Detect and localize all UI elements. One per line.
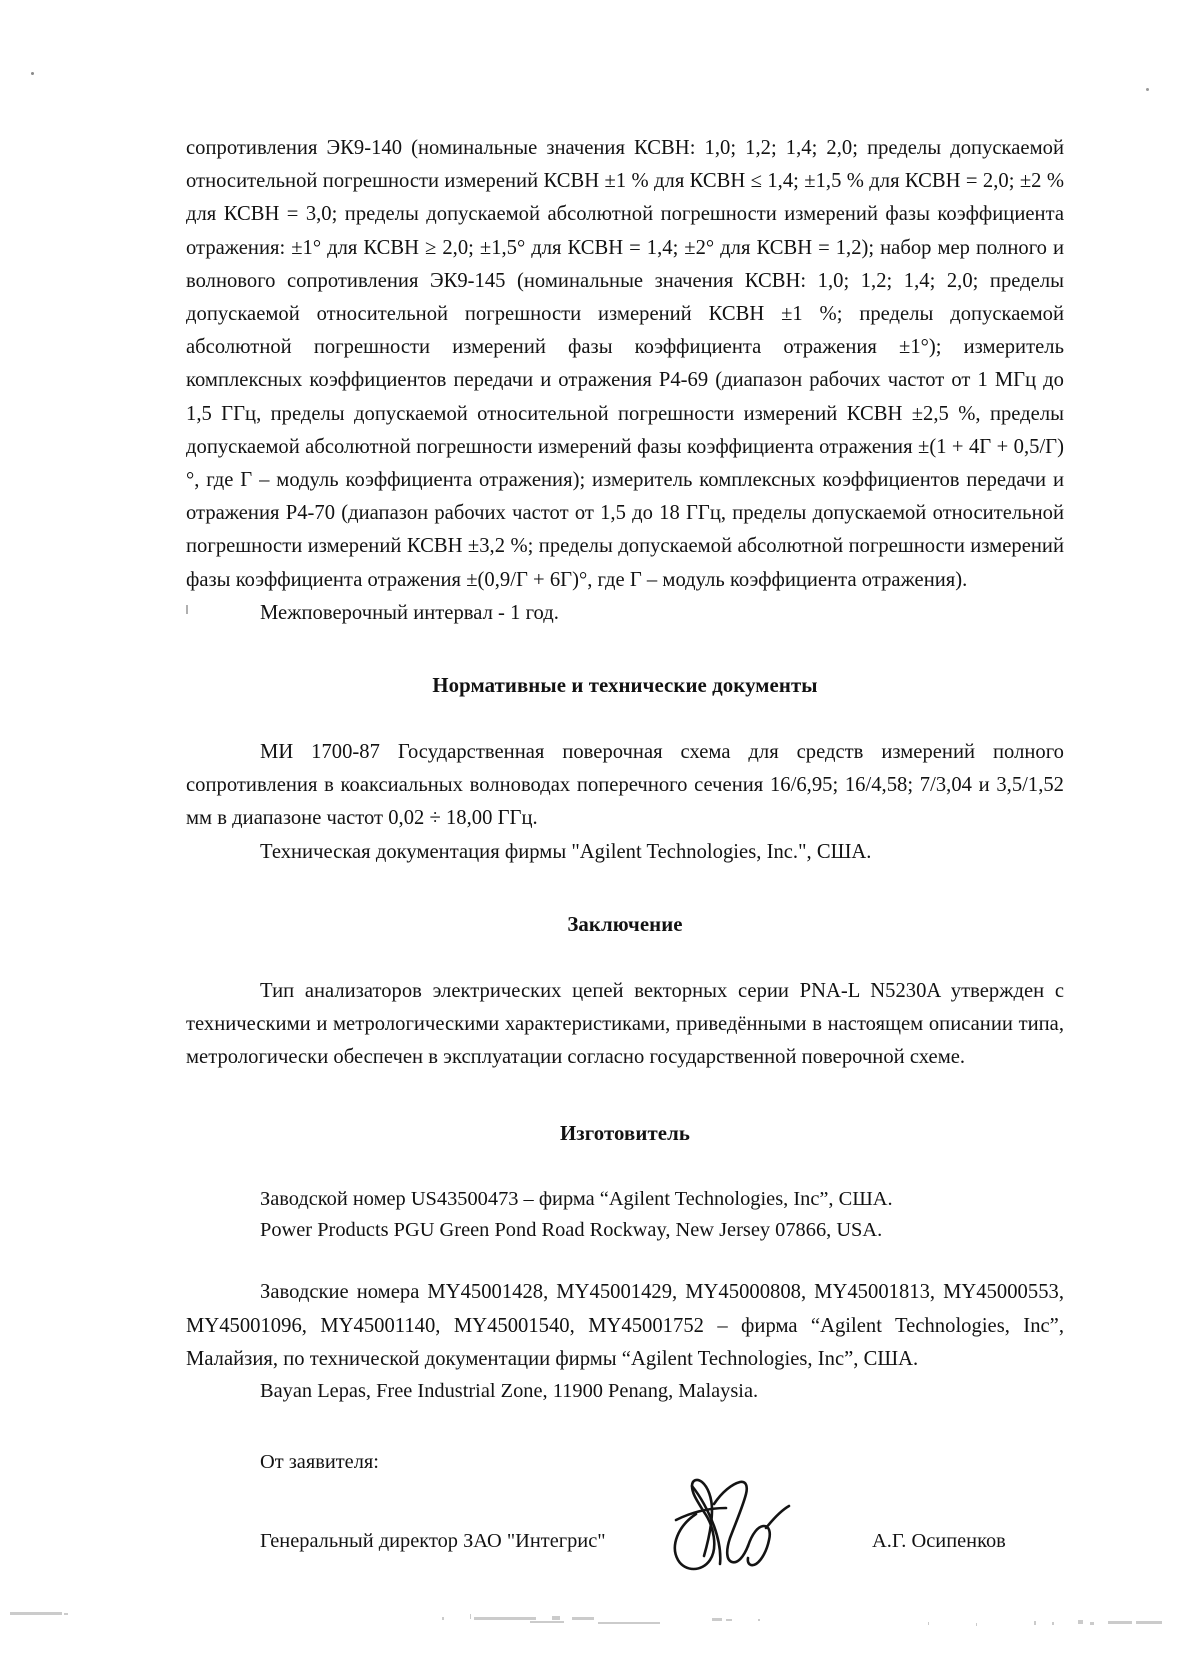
manufacturer-malaysia-address-line: Bayan Lepas, Free Industrial Zone, 11900 Penang, Malaysia. bbox=[260, 1380, 759, 1403]
paragraph-conclusion: Тип анализаторов электрических цепей векторных серии PNA-L N5230A утвержден с техническими и метрологическими характеристиками, приведёнными в настоящем описании типа, метрологически обеспечен в эксплуатации согласно государственной поверочной схеме. bbox=[186, 979, 1064, 1069]
scan-artifact-bottom-1 bbox=[10, 1612, 62, 1615]
scan-artifact-bottom-19 bbox=[1108, 1621, 1132, 1624]
scan-artifact-bottom-6 bbox=[530, 1621, 564, 1623]
scan-artifact-bottom-4 bbox=[470, 1614, 471, 1619]
scan-speck-top-left bbox=[31, 72, 34, 75]
document-content bbox=[186, 132, 1064, 1574]
scan-artifact-bottom-5 bbox=[474, 1617, 536, 1620]
scan-artifact-bottom-16 bbox=[1052, 1622, 1054, 1625]
scan-artifact-bottom-11 bbox=[726, 1619, 732, 1621]
scan-artifact-bottom-8 bbox=[572, 1617, 594, 1620]
paragraph-technical-documentation: Техническая документация фирмы "Agilent Technologies, Inc.", США. bbox=[260, 840, 872, 863]
scan-artifact-bottom-18 bbox=[1090, 1622, 1094, 1625]
paragraph-normative-mi-1700-87: МИ 1700-87 Государственная поверочная схема для средств измерений полного сопротивления в коаксиальных волноводах поперечного сечения 16/6,95; 16/4,58; 7/3,04 и 3,5/1,52 мм в диапазоне частот 0,02 ÷ 18,00 ГГц. bbox=[186, 741, 1064, 830]
manufacturer-usa-address-line: Power Products PGU Green Pond Road Rockway, New Jersey 07866, USA. bbox=[260, 1219, 883, 1242]
signature-row bbox=[186, 1504, 1064, 1574]
scan-artifact-bottom-14 bbox=[976, 1623, 977, 1626]
scan-artifact-bottom-2 bbox=[64, 1613, 68, 1615]
paragraph-calibration-interval: Межповерочный интервал - 1 год. bbox=[260, 601, 559, 624]
scan-artifact-bottom-3 bbox=[442, 1617, 444, 1620]
manufacturer-usa-serial-line: Заводской номер US43500473 – фирма “Agilent Technologies, Inc”, США. bbox=[260, 1188, 893, 1211]
from-applicant-label: От заявителя: bbox=[260, 1451, 379, 1474]
scan-speck-top-right bbox=[1146, 88, 1149, 91]
scan-artifact-bottom-15 bbox=[1034, 1621, 1036, 1625]
paragraph-manufacturer-malaysia-serials: Заводские номера MY45001428, MY45001429, MY45000808, MY45001813, MY45000553, MY45001096, MY45001140, MY45001540, MY45001752 – фирма “Agilent Technologies, Inc”, Малайзия, по технической документации фирмы “Agilent Technologies, Inc”, США. bbox=[186, 1281, 1064, 1370]
scan-artifact-bottom-7 bbox=[552, 1616, 560, 1620]
scan-artifact-bottom-13 bbox=[928, 1622, 929, 1625]
signer-title: Генеральный директор ЗАО "Интегрис" bbox=[260, 1530, 606, 1553]
scan-artifact-bottom-12 bbox=[758, 1619, 760, 1621]
scan-artifact-bottom-10 bbox=[712, 1618, 722, 1621]
heading-conclusion: Заключение bbox=[567, 912, 683, 936]
scan-artifact-bottom-17 bbox=[1078, 1620, 1083, 1624]
signer-name: А.Г. Осипенков bbox=[872, 1530, 1006, 1553]
paragraph-spec-continued: сопротивления ЭК9-140 (номинальные значения КСВН: 1,0; 1,2; 1,4; 2,0; пределы допускаемой относительной погрешности измерений КСВН ±1 % для КСВН ≤ 1,4; ±1,5 % для КСВН = 2,0; ±2 % для КСВН = 3,0; пределы допускаемой абсолютной погрешности измерений фазы коэффициента отражения: ±1° для КСВН ≥ 2,0; ±1,5° для КСВН = 1,4; ±2° для КСВН = 1,2); набор мер полного и волнового сопротивления ЭК9-145 (номинальные значения КСВН: 1,0; 1,2; 1,4; 2,0; пределы допускаемой относительной погрешности измерений КСВН ±1 %; пределы допускаемой абсолютной погрешности измерений фазы коэффициента отражения ±1°); измеритель комплексных коэффициентов передачи и отражения Р4-69 (диапазон рабочих частот от 1 МГц до 1,5 ГГц, пределы допускаемой относительной погрешности измерений КСВН ±2,5 %, пределы допускаемой абсолютной погрешности измерений фазы коэффициента отражения ±(1 + 4Г + 0,5/Г)°, где Г – модуль коэффициента отражения); измеритель комплексных коэффициентов передачи и отражения Р4-70 (диапазон рабочих частот от 1,5 до 18 ГГц, пределы допускаемой относительной погрешности измерений КСВН ±3,2 %; пределы допускаемой абсолютной погрешности измерений фазы коэффициента отражения ±(0,9/Г + 6Г)°, где Г – модуль коэффициента отражения). bbox=[186, 137, 1064, 591]
heading-manufacturer: Изготовитель bbox=[560, 1122, 690, 1146]
scan-artifact-bottom-20 bbox=[1136, 1621, 1162, 1624]
heading-normative-documents: Нормативные и технические документы bbox=[432, 674, 818, 698]
scan-artifact-bottom-9 bbox=[598, 1622, 660, 1624]
